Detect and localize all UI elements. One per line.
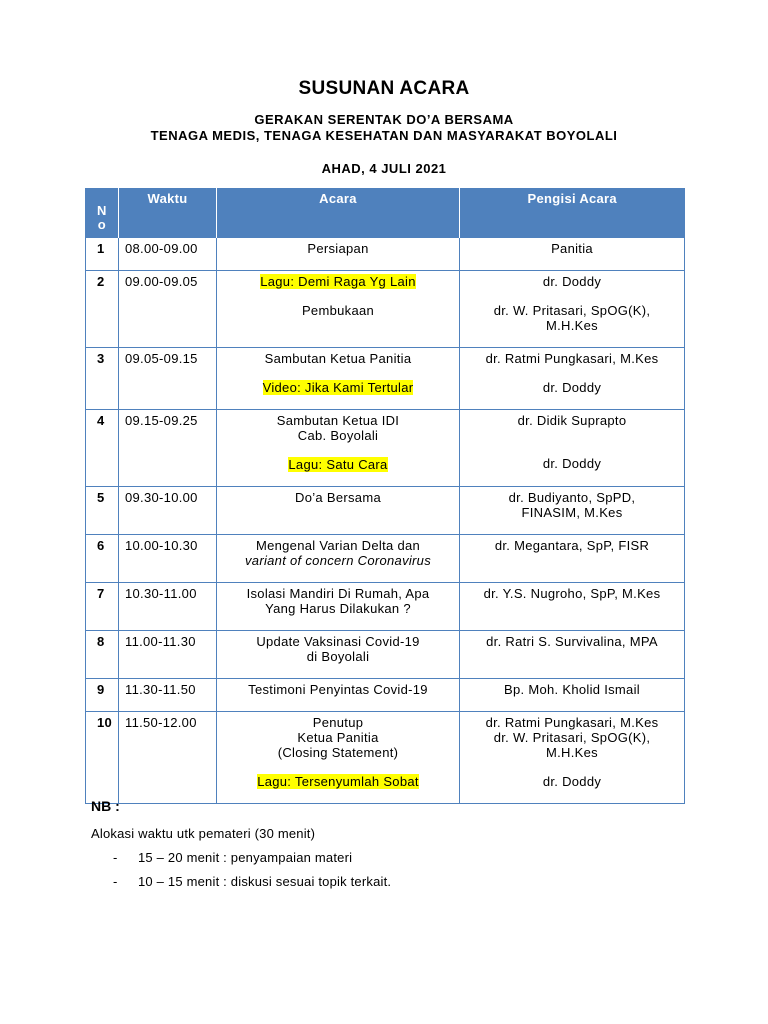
note-dash: - xyxy=(113,874,118,889)
acara-line-wrapper xyxy=(217,586,459,601)
pengisi-line: dr. W. Pritasari, SpOG(K), xyxy=(493,303,651,318)
row-waktu: 10.00-10.30 xyxy=(119,535,217,583)
row-number: 7 xyxy=(86,583,119,631)
acara-line: Lagu: Demi Raga Yg Lain xyxy=(260,274,416,289)
acara-line-wrapper xyxy=(217,634,459,649)
row-number: 4 xyxy=(86,410,119,487)
row-number: 2 xyxy=(86,271,119,348)
line-gap xyxy=(460,289,684,303)
row-pengisi xyxy=(460,712,685,804)
acara-line: Lagu: Tersenyumlah Sobat xyxy=(257,774,419,789)
table-row xyxy=(86,583,685,631)
acara-line: Ketua Panitia xyxy=(297,730,379,745)
line-gap xyxy=(460,442,684,456)
acara-line-wrapper xyxy=(217,774,459,789)
table-row xyxy=(86,271,685,348)
pengisi-line: M.H.Kes xyxy=(546,318,598,333)
table-row xyxy=(86,631,685,679)
row-acara xyxy=(217,348,460,410)
row-pengisi xyxy=(460,583,685,631)
row-acara xyxy=(217,410,460,487)
row-number: 1 xyxy=(86,238,119,271)
acara-line-wrapper xyxy=(217,457,459,472)
acara-line: Pembukaan xyxy=(301,303,375,318)
row-pengisi xyxy=(460,487,685,535)
acara-line-wrapper xyxy=(217,428,459,443)
line-gap xyxy=(217,366,459,380)
header-pengisi-acara: Pengisi Acara xyxy=(460,188,685,238)
header-no-line-2: o xyxy=(97,217,106,232)
row-pengisi xyxy=(460,238,685,271)
pengisi-line-wrapper xyxy=(460,774,684,789)
row-waktu: 09.15-09.25 xyxy=(119,410,217,487)
acara-line-wrapper xyxy=(217,601,459,616)
pengisi-line-wrapper xyxy=(460,318,684,333)
pengisi-line: M.H.Kes xyxy=(546,745,598,760)
row-waktu: 09.00-09.05 xyxy=(119,271,217,348)
row-number: 9 xyxy=(86,679,119,712)
document-subtitle-2: TENAGA MEDIS, TENAGA KESEHATAN DAN MASYARAKAT BOYOLALI xyxy=(150,128,618,143)
row-waktu: 10.30-11.00 xyxy=(119,583,217,631)
row-waktu: 11.00-11.30 xyxy=(119,631,217,679)
row-waktu: 09.05-09.15 xyxy=(119,348,217,410)
agenda-table-body xyxy=(86,238,685,804)
pengisi-line: dr. Didik Suprapto xyxy=(517,413,627,428)
pengisi-line: dr. W. Pritasari, SpOG(K), xyxy=(493,730,651,745)
pengisi-line: dr. Ratmi Pungkasari, M.Kes xyxy=(485,351,659,366)
acara-line-wrapper xyxy=(217,715,459,730)
pengisi-line-wrapper xyxy=(460,351,684,366)
pengisi-line-wrapper xyxy=(460,538,684,553)
line-gap xyxy=(217,289,459,303)
header-no xyxy=(86,188,119,238)
table-row xyxy=(86,238,685,271)
row-waktu: 09.30-10.00 xyxy=(119,487,217,535)
row-pengisi xyxy=(460,271,685,348)
note-item xyxy=(113,850,352,865)
pengisi-line-wrapper xyxy=(460,303,684,318)
row-acara xyxy=(217,271,460,348)
pengisi-line-wrapper xyxy=(460,586,684,601)
acara-line: Yang Harus Dilakukan ? xyxy=(265,601,411,616)
acara-line-wrapper xyxy=(217,351,459,366)
note-item xyxy=(113,874,391,889)
pengisi-line: dr. Megantara, SpP, FISR xyxy=(494,538,650,553)
pengisi-line: Panitia xyxy=(551,241,593,256)
row-waktu: 11.50-12.00 xyxy=(119,712,217,804)
acara-line-wrapper xyxy=(217,730,459,745)
pengisi-line-wrapper xyxy=(460,682,684,697)
acara-line-wrapper xyxy=(217,649,459,664)
note-item-text: 10 – 15 menit : diskusi sesuai topik terkait. xyxy=(138,874,392,889)
table-row xyxy=(86,712,685,804)
table-row xyxy=(86,348,685,410)
pengisi-line-wrapper xyxy=(460,730,684,745)
row-acara xyxy=(217,712,460,804)
row-number: 8 xyxy=(86,631,119,679)
pengisi-line: dr. Ratmi Pungkasari, M.Kes xyxy=(485,715,659,730)
pengisi-line: dr. Doddy xyxy=(542,274,602,289)
row-acara xyxy=(217,535,460,583)
row-acara xyxy=(217,583,460,631)
header-acara: Acara xyxy=(217,188,460,238)
row-number: 5 xyxy=(86,487,119,535)
header-no-line-1: N xyxy=(97,203,107,218)
acara-line-wrapper xyxy=(217,413,459,428)
pengisi-line-wrapper xyxy=(460,241,684,256)
line-gap xyxy=(460,760,684,774)
row-pengisi xyxy=(460,410,685,487)
line-gap xyxy=(217,760,459,774)
row-number: 6 xyxy=(86,535,119,583)
row-pengisi xyxy=(460,348,685,410)
acara-line: di Boyolali xyxy=(306,649,370,664)
line-gap xyxy=(217,443,459,457)
acara-line: (Closing Statement) xyxy=(277,745,399,760)
acara-line-wrapper xyxy=(217,538,459,553)
document-subtitle-1: GERAKAN SERENTAK DO’A BERSAMA xyxy=(254,112,514,127)
pengisi-line: dr. Doddy xyxy=(542,774,602,789)
acara-line: Sambutan Ketua IDI xyxy=(276,413,400,428)
row-waktu: 11.30-11.50 xyxy=(119,679,217,712)
row-acara xyxy=(217,631,460,679)
line-gap xyxy=(460,428,684,442)
acara-line-wrapper xyxy=(217,745,459,760)
acara-line-wrapper xyxy=(217,241,459,256)
acara-line: Cab. Boyolali xyxy=(297,428,379,443)
acara-line-wrapper xyxy=(217,380,459,395)
pengisi-line: dr. Ratri S. Survivalina, MPA xyxy=(486,634,658,649)
agenda-table xyxy=(85,188,685,804)
acara-line: Do’a Bersama xyxy=(295,490,381,505)
pengisi-line: dr. Doddy xyxy=(542,456,602,471)
acara-line: Testimoni Penyintas Covid-19 xyxy=(248,682,428,697)
acara-line-wrapper xyxy=(217,274,459,289)
acara-line: Penutup xyxy=(312,715,364,730)
pengisi-line: dr. Y.S. Nugroho, SpP, M.Kes xyxy=(483,586,661,601)
acara-line: Isolasi Mandiri Di Rumah, Apa xyxy=(246,586,430,601)
acara-line: Lagu: Satu Cara xyxy=(288,457,388,472)
row-acara xyxy=(217,487,460,535)
acara-line: Video: Jika Kami Tertular xyxy=(262,380,414,395)
event-date: AHAD, 4 JULI 2021 xyxy=(321,161,447,176)
pengisi-line: Bp. Moh. Kholid Ismail xyxy=(504,682,640,697)
pengisi-line-wrapper xyxy=(460,490,684,505)
row-waktu: 08.00-09.00 xyxy=(119,238,217,271)
pengisi-line-wrapper xyxy=(460,715,684,730)
pengisi-line-wrapper xyxy=(460,456,684,471)
nb-label: NB : xyxy=(91,798,120,814)
row-acara xyxy=(217,679,460,712)
table-header-row xyxy=(86,188,685,238)
row-pengisi xyxy=(460,535,685,583)
table-row xyxy=(86,535,685,583)
note-dash: - xyxy=(113,850,118,865)
pengisi-line-wrapper xyxy=(460,745,684,760)
acara-line: Sambutan Ketua Panitia xyxy=(264,351,412,366)
acara-line-wrapper xyxy=(217,553,459,568)
acara-line-wrapper xyxy=(217,682,459,697)
table-row xyxy=(86,679,685,712)
table-row xyxy=(86,410,685,487)
acara-line-wrapper xyxy=(217,490,459,505)
pengisi-line: dr. Doddy xyxy=(542,380,602,395)
line-gap xyxy=(460,366,684,380)
pengisi-line: FINASIM, M.Kes xyxy=(521,505,623,520)
pengisi-line-wrapper xyxy=(460,634,684,649)
pengisi-line-wrapper xyxy=(460,380,684,395)
row-number: 10 xyxy=(86,712,119,804)
acara-line-wrapper xyxy=(217,303,459,318)
pengisi-line-wrapper xyxy=(460,413,684,428)
table-row xyxy=(86,487,685,535)
row-number: 3 xyxy=(86,348,119,410)
pengisi-line-wrapper xyxy=(460,274,684,289)
row-pengisi xyxy=(460,679,685,712)
row-pengisi xyxy=(460,631,685,679)
pengisi-line: dr. Budiyanto, SpPD, xyxy=(508,490,636,505)
document-title: SUSUNAN ACARA xyxy=(298,78,470,99)
note-intro: Alokasi waktu utk pemateri (30 menit) xyxy=(91,826,316,841)
acara-line: Mengenal Varian Delta dan xyxy=(255,538,421,553)
pengisi-line-wrapper xyxy=(460,505,684,520)
row-acara xyxy=(217,238,460,271)
acara-line: Update Vaksinasi Covid-19 xyxy=(256,634,420,649)
note-item-text: 15 – 20 menit : penyampaian materi xyxy=(138,850,353,865)
acara-line: Persiapan xyxy=(307,241,369,256)
header-waktu: Waktu xyxy=(119,188,217,238)
acara-line: variant of concern Coronavirus xyxy=(244,553,432,568)
